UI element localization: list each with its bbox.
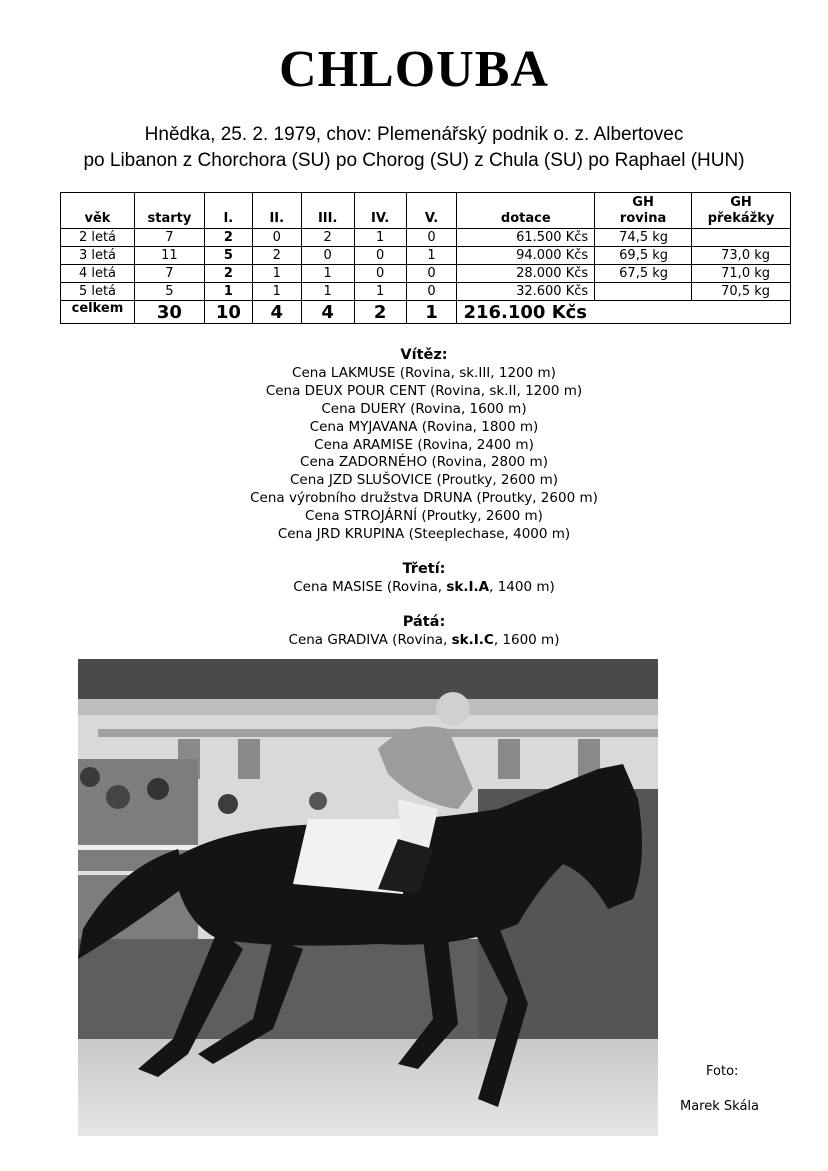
photo-credit-name: Marek Skála: [680, 1099, 759, 1114]
cell-starts: 7: [134, 265, 204, 283]
third-item-distance: , 1400 m): [489, 578, 555, 595]
cell-gh-jumps: 70,5 kg: [692, 283, 791, 301]
wins-heading: Vítěz:: [400, 347, 448, 363]
gh-jumps-top: GH: [730, 195, 752, 210]
cell-starts: 11: [134, 247, 204, 265]
win-item: Cena STROJÁRNÍ (Proutky, 2600 m): [305, 508, 543, 525]
cell-first: 1: [204, 283, 252, 301]
table-header-row: [61, 193, 791, 229]
table-row: [61, 247, 791, 265]
cell-second: 1: [252, 265, 301, 283]
table-row: [61, 283, 791, 301]
fifth-place-item: [0, 632, 828, 650]
horse-name-title: CHLOUBA: [279, 41, 549, 98]
cell-first: 2: [204, 265, 252, 283]
photo-credit-label: Foto:: [706, 1064, 739, 1079]
race-results: [0, 347, 828, 650]
cell-fifth: 0: [406, 283, 457, 301]
cell-gh-flat: 69,5 kg: [595, 247, 692, 265]
cell-prize-money: 28.000 Kčs: [457, 265, 595, 283]
cell-third: 1: [301, 265, 354, 283]
table-row: [61, 229, 791, 247]
col-header-gh-jumps: [692, 193, 791, 229]
cell-fifth: 0: [406, 229, 457, 247]
cell-fifth: 1: [406, 247, 457, 265]
racehorse-photo: [78, 659, 658, 1136]
cell-gh-flat: 67,5 kg: [595, 265, 692, 283]
cell-fourth: 0: [354, 265, 406, 283]
cell-gh-flat: [595, 283, 692, 301]
cell-second: 0: [252, 229, 301, 247]
cell-fourth: 1: [354, 229, 406, 247]
cell-age: 2 letá: [61, 229, 135, 247]
cell-third: 1: [301, 283, 354, 301]
col-header-starts: starty: [134, 193, 204, 229]
win-item: Cena výrobního družstva DRUNA (Proutky, 2600 m): [250, 490, 598, 507]
cell-gh-jumps: [692, 229, 791, 247]
total-second: 4: [252, 301, 301, 324]
cell-age: 4 letá: [61, 265, 135, 283]
cell-prize-money: 61.500 Kčs: [457, 229, 595, 247]
pedigree-line: po Libanon z Chorchora (SU) po Chorog (SU) z Chula (SU) po Raphael (HUN): [83, 150, 745, 171]
cell-first: 2: [204, 229, 252, 247]
total-prize-money: 216.100 Kčs: [457, 301, 791, 324]
fifth-item-class: sk.I.C: [451, 631, 494, 648]
fifth-place-heading: Pátá:: [402, 613, 446, 630]
cell-starts: 7: [134, 229, 204, 247]
cell-prize-money: 32.600 Kčs: [457, 283, 595, 301]
third-place-item: [0, 579, 828, 597]
col-header-second: II.: [252, 193, 301, 229]
col-header-fifth: V.: [406, 193, 457, 229]
cell-fifth: 0: [406, 265, 457, 283]
cell-fourth: 0: [354, 247, 406, 265]
fifth-item-text: Cena GRADIVA (Rovina,: [288, 631, 452, 648]
third-place-heading: Třetí:: [402, 560, 446, 577]
total-label: celkem: [61, 301, 135, 324]
gh-flat-top: GH: [632, 195, 654, 210]
table-total-row: [61, 301, 791, 324]
col-header-gh-flat: [595, 193, 692, 229]
cell-first: 5: [204, 247, 252, 265]
cell-second: 1: [252, 283, 301, 301]
cell-fourth: 1: [354, 283, 406, 301]
gh-flat-bottom: rovina: [619, 211, 667, 226]
win-item: Cena JRD KRUPINA (Steeplechase, 4000 m): [277, 526, 571, 543]
cell-age: 5 letá: [61, 283, 135, 301]
win-item: Cena ZADORNÉHO (Rovina, 2800 m): [300, 454, 548, 471]
total-fifth: 1: [406, 301, 457, 324]
third-item-class: sk.I.A: [446, 578, 490, 595]
col-header-fourth: IV.: [354, 193, 406, 229]
total-fourth: 2: [354, 301, 406, 324]
cell-second: 2: [252, 247, 301, 265]
total-third: 4: [301, 301, 354, 324]
cell-starts: 5: [134, 283, 204, 301]
col-header-first: I.: [204, 193, 252, 229]
cell-age: 3 letá: [61, 247, 135, 265]
table-row: [61, 265, 791, 283]
race-stats-table: [60, 192, 791, 324]
total-starts: 30: [134, 301, 204, 324]
win-item: Cena MYJAVANA (Rovina, 1800 m): [309, 418, 539, 435]
win-item: Cena JZD SLUŠOVICE (Proutky, 2600 m): [290, 472, 558, 489]
win-item: Cena ARAMISE (Rovina, 2400 m): [314, 436, 534, 453]
fifth-item-distance: , 1600 m): [493, 631, 560, 648]
cell-prize-money: 94.000 Kčs: [457, 247, 595, 265]
col-header-third: III.: [301, 193, 354, 229]
horse-info-line: Hnědka, 25. 2. 1979, chov: Plemenářský podnik o. z. Albertovec: [144, 124, 684, 145]
win-item: Cena DEUX POUR CENT (Rovina, sk.II, 1200 m): [265, 382, 583, 399]
cell-third: 2: [301, 229, 354, 247]
cell-third: 0: [301, 247, 354, 265]
third-item-text: Cena MASISE (Rovina,: [293, 578, 447, 595]
win-item: Cena LAKMUSE (Rovina, sk.III, 1200 m): [292, 364, 556, 381]
gh-jumps-bottom: překážky: [707, 211, 775, 226]
col-header-prize-money: dotace: [457, 193, 595, 229]
cell-gh-jumps: 73,0 kg: [692, 247, 791, 265]
total-first: 10: [204, 301, 252, 324]
cell-gh-jumps: 71,0 kg: [692, 265, 791, 283]
win-item: Cena DUERY (Rovina, 1600 m): [321, 400, 527, 417]
cell-gh-flat: 74,5 kg: [595, 229, 692, 247]
col-header-age: věk: [61, 193, 135, 229]
